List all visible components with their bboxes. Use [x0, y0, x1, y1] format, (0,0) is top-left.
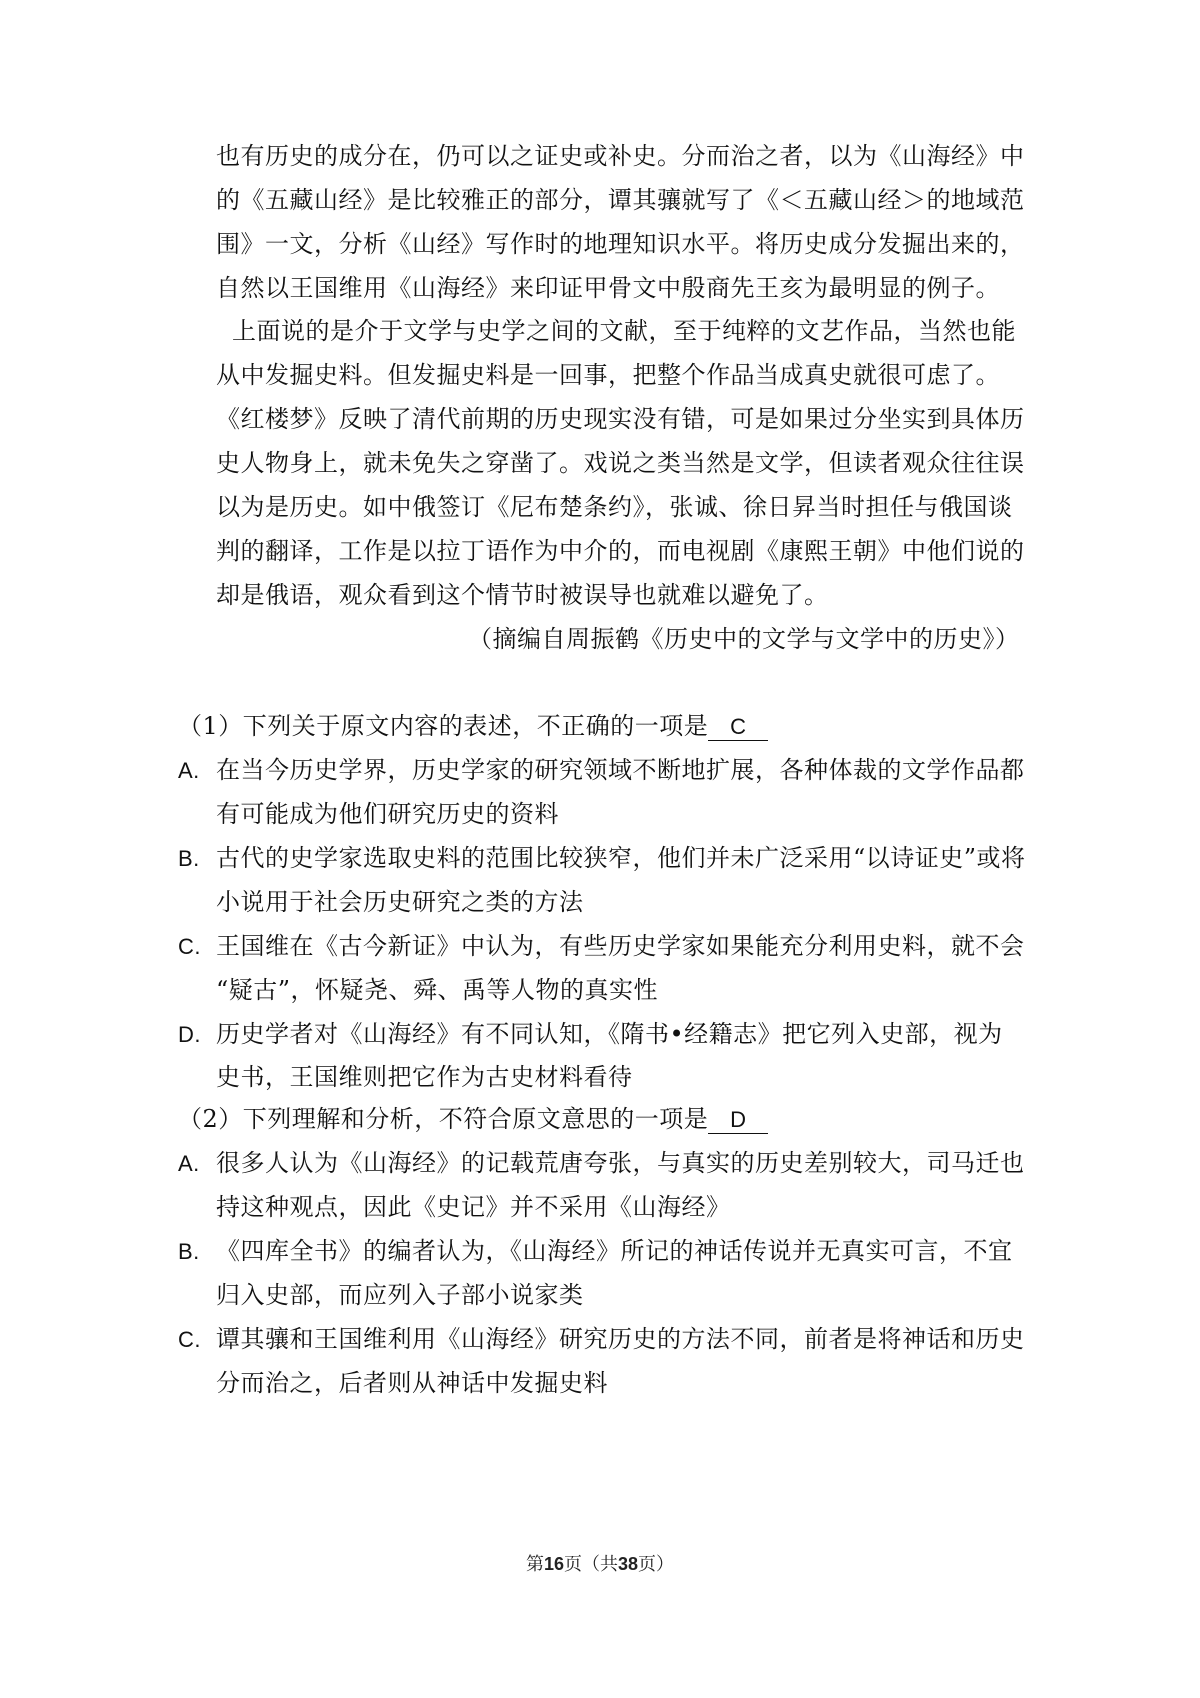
q2-option-b-cont: 归入史部，而应列入子部小说家类 [216, 1281, 584, 1309]
footer-post: 页） [638, 1554, 675, 1575]
footer-pre: 第 [525, 1554, 544, 1575]
q1-option-b [178, 843, 1026, 874]
option-letter: C. [178, 934, 201, 959]
q2-option-c-cont: 分而治之，后者则从神话中发掘史料 [216, 1369, 608, 1397]
q1-option-c [178, 931, 1025, 962]
q1-option-b-cont: 小说用于社会历史研究之类的方法 [216, 888, 584, 916]
footer-mid: 页（共 [564, 1554, 618, 1575]
option-text: 很多人认为《山海经》的记载荒唐夸张，与真实的历史差别较大，司马迁也 [216, 1149, 1025, 1177]
question-1-answer: C [708, 714, 768, 741]
q2-option-b [178, 1236, 1013, 1267]
passage-line: 《红楼梦》反映了清代前期的历史现实没有错，可是如果过分坐实到具体历 [216, 405, 1025, 433]
option-letter: B. [178, 846, 200, 871]
passage-line: 自然以王国维用《山海经》来印证甲骨文中殷商先王亥为最明显的例子。 [216, 274, 1000, 302]
q1-option-c-cont: “疑古”，怀疑尧、舜、禹等人物的真实性 [216, 976, 659, 1004]
passage-line: 却是俄语，观众看到这个情节时被误导也就难以避免了。 [216, 581, 829, 609]
total-pages: 38 [618, 1554, 639, 1574]
option-text: 古代的史学家选取史料的范围比较狭窄，他们并未广泛采用“以诗证史”或将 [216, 844, 1026, 872]
q2-option-a-cont: 持这种观点，因此《史记》并不采用《山海经》 [216, 1193, 731, 1221]
question-1-stem: （1）下列关于原文内容的表述，不正确的一项是 [178, 712, 709, 740]
passage-line: 的《五藏山经》是比较雅正的部分，谭其骧就写了《＜五藏山经＞的地域范 [216, 186, 1025, 214]
passage-line: 以为是历史。如中俄签订《尼布楚条约》，张诚、徐日昇当时担任与俄国谈 [216, 493, 1013, 521]
page-number: 16 [543, 1554, 564, 1574]
option-text: 在当今历史学界，历史学家的研究领域不断地扩展，各种体裁的文学作品都 [216, 756, 1025, 784]
passage-line: 上面说的是介于文学与史学之间的文献，至于纯粹的文艺作品，当然也能 [232, 317, 1016, 345]
question-2-answer: D [708, 1107, 768, 1134]
q2-option-a [178, 1148, 1025, 1179]
q2-option-c [178, 1324, 1025, 1355]
option-letter: D. [178, 1022, 201, 1047]
question-2 [178, 1104, 768, 1134]
option-letter: C. [178, 1327, 201, 1352]
q1-option-a-cont: 有可能成为他们研究历史的资料 [216, 800, 559, 828]
option-letter: A. [178, 1151, 200, 1176]
option-text: 《四库全书》的编者认为，《山海经》所记的神话传说并无真实可言，不宜 [216, 1237, 1013, 1265]
q1-option-a [178, 755, 1025, 786]
q1-option-d-cont: 史书，王国维则把它作为古史材料看待 [216, 1063, 633, 1091]
option-text: 历史学者对《山海经》有不同认知，《隋书•经籍志》把它列入史部，视为 [216, 1020, 1003, 1048]
option-text: 谭其骧和王国维利用《山海经》研究历史的方法不同，前者是将神话和历史 [216, 1325, 1025, 1353]
q1-option-d [178, 1019, 1003, 1050]
passage-line: 也有历史的成分在，仍可以之证史或补史。分而治之者，以为《山海经》中 [216, 142, 1025, 170]
passage-line: 史人物身上，就未免失之穿凿了。戏说之类当然是文学，但读者观众往往误 [216, 449, 1025, 477]
option-letter: A. [178, 758, 200, 783]
passage-line: 围》一文，分析《山经》写作时的地理知识水平。将历史成分发掘出来的， [216, 230, 1025, 258]
passage-line: 判的翻译，工作是以拉丁语作为中介的，而电视剧《康熙王朝》中他们说的 [216, 537, 1025, 565]
option-letter: B. [178, 1239, 200, 1264]
question-2-stem: （2）下列理解和分析，不符合原文意思的一项是 [178, 1105, 709, 1133]
option-text: 王国维在《古今新证》中认为，有些历史学家如果能充分利用史料，就不会 [216, 932, 1025, 960]
passage-source: （摘编自周振鹤《历史中的文学与文学中的历史》） [468, 625, 1020, 653]
passage-line: 从中发掘史料。但发掘史料是一回事，把整个作品当成真史就很可虑了。 [216, 361, 1000, 389]
page-footer [0, 1553, 1200, 1576]
question-1 [178, 711, 768, 741]
